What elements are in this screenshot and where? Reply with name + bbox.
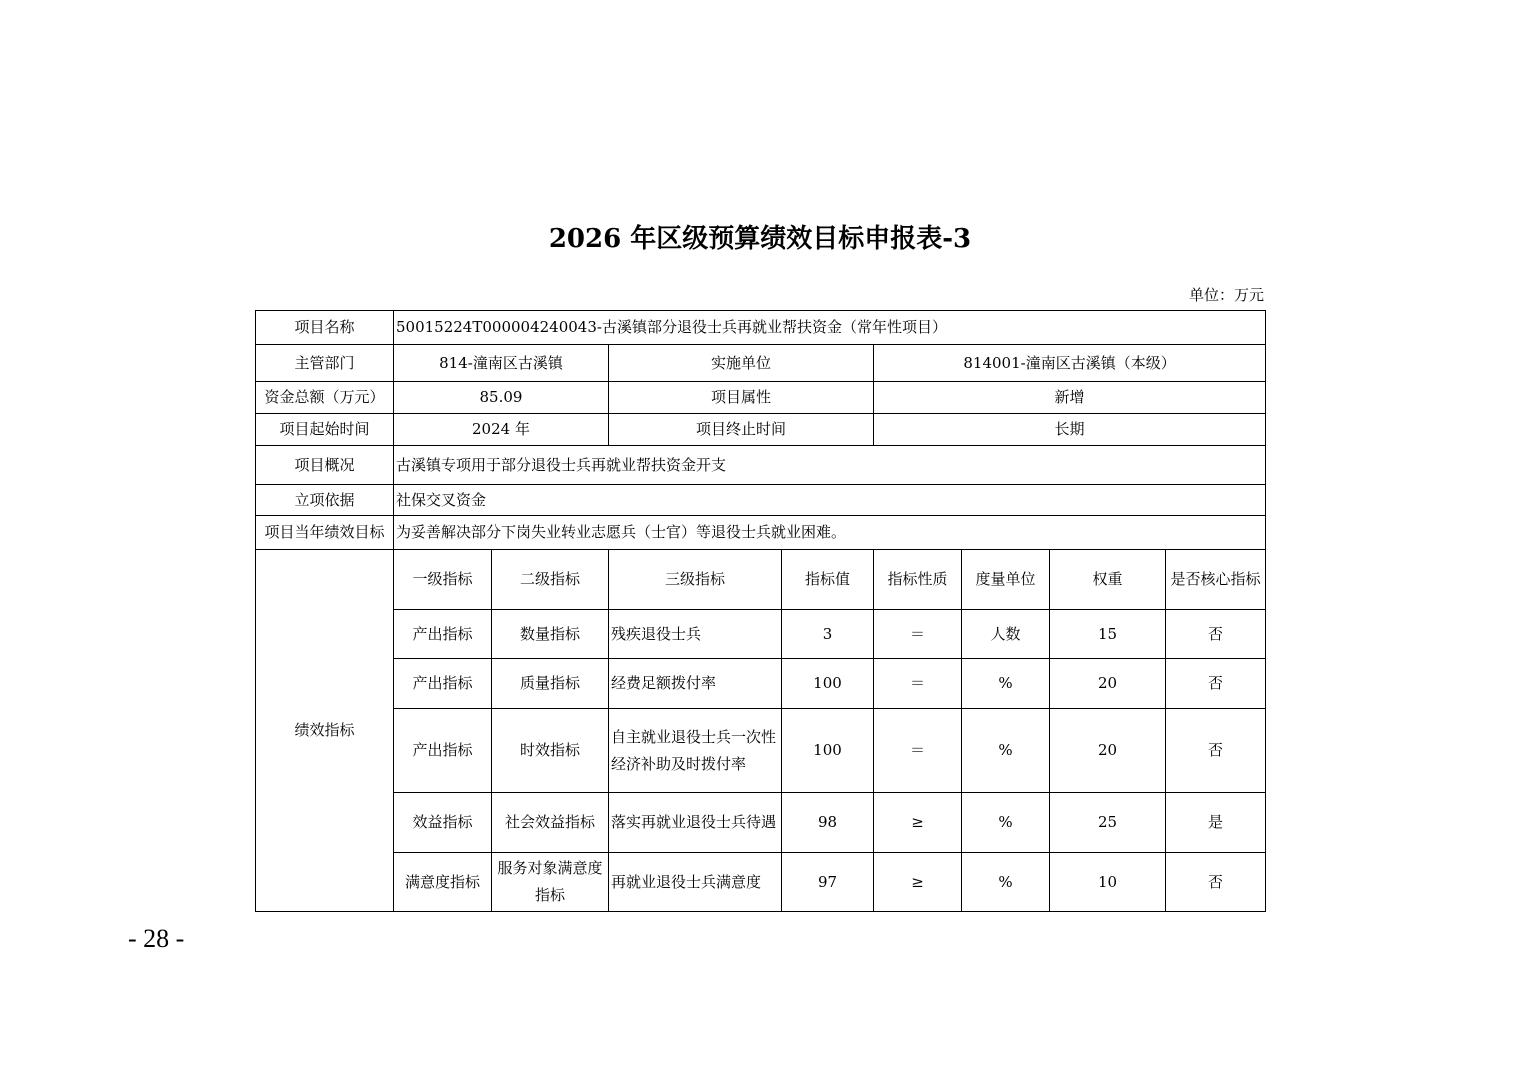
header-core: 是否核心指标 [1166, 550, 1266, 610]
cell-unit: % [962, 709, 1050, 793]
table-row [256, 793, 1266, 853]
row-goal [256, 516, 1266, 550]
overview-label: 项目概况 [256, 446, 394, 485]
cell-level1: 产出指标 [394, 659, 492, 709]
indicator-header-row [256, 550, 1266, 610]
row-time [256, 414, 1266, 446]
basis-label: 立项依据 [256, 485, 394, 516]
cell-unit: % [962, 659, 1050, 709]
table-row [256, 659, 1266, 709]
cell-weight: 10 [1050, 853, 1166, 912]
overview-value: 古溪镇专项用于部分退役士兵再就业帮扶资金开支 [394, 446, 1266, 485]
cell-weight: 25 [1050, 793, 1166, 853]
cell-level2: 质量指标 [492, 659, 609, 709]
table-row [256, 610, 1266, 659]
cell-unit: 人数 [962, 610, 1050, 659]
cell-level1: 效益指标 [394, 793, 492, 853]
page-title: 2026 年区级预算绩效目标申报表-3 [548, 224, 972, 254]
end-label: 项目终止时间 [609, 414, 874, 446]
table-row [256, 709, 1266, 793]
cell-nature: ≥ [874, 793, 962, 853]
cell-core: 否 [1166, 853, 1266, 912]
cell-value: 3 [782, 610, 874, 659]
cell-weight: 20 [1050, 659, 1166, 709]
header-value: 指标值 [782, 550, 874, 610]
fund-value: 85.09 [394, 382, 609, 414]
cell-level2: 服务对象满意度指标 [492, 853, 609, 912]
cell-value: 100 [782, 709, 874, 793]
cell-value: 100 [782, 659, 874, 709]
start-value: 2024 年 [394, 414, 609, 446]
attr-value: 新增 [874, 382, 1266, 414]
header-level2: 二级指标 [492, 550, 609, 610]
row-fund [256, 382, 1266, 414]
cell-level3: 落实再就业退役士兵待遇 [609, 793, 782, 853]
header-unit: 度量单位 [962, 550, 1050, 610]
cell-core: 否 [1166, 659, 1266, 709]
cell-unit: % [962, 793, 1050, 853]
goal-value: 为妥善解决部分下岗失业转业志愿兵（士官）等退役士兵就业困难。 [394, 516, 1266, 550]
dept-label: 主管部门 [256, 345, 394, 382]
dept-value: 814-潼南区古溪镇 [394, 345, 609, 382]
cell-core: 否 [1166, 610, 1266, 659]
indicator-section-label: 绩效指标 [256, 550, 394, 912]
budget-table [255, 310, 1266, 912]
header-level1: 一级指标 [394, 550, 492, 610]
cell-core: 否 [1166, 709, 1266, 793]
cell-nature: ＝ [874, 610, 962, 659]
header-level3: 三级指标 [609, 550, 782, 610]
row-basis [256, 485, 1266, 516]
row-overview [256, 446, 1266, 485]
unit-label: 单位：万元 [1188, 286, 1264, 304]
table-row [256, 853, 1266, 912]
cell-level3: 再就业退役士兵满意度 [609, 853, 782, 912]
start-label: 项目起始时间 [256, 414, 394, 446]
cell-nature: ＝ [874, 659, 962, 709]
cell-level3: 自主就业退役士兵一次性经济补助及时拨付率 [609, 709, 782, 793]
row-dept [256, 345, 1266, 382]
goal-label: 项目当年绩效目标 [256, 516, 394, 550]
header-nature: 指标性质 [874, 550, 962, 610]
cell-level3: 残疾退役士兵 [609, 610, 782, 659]
cell-nature: ≥ [874, 853, 962, 912]
row-project-name [256, 311, 1266, 345]
page-number: - 28 - [128, 924, 185, 953]
attr-label: 项目属性 [609, 382, 874, 414]
project-name-label: 项目名称 [256, 311, 394, 345]
cell-level1: 满意度指标 [394, 853, 492, 912]
cell-level3: 经费足额拨付率 [609, 659, 782, 709]
end-value: 长期 [874, 414, 1266, 446]
fund-label: 资金总额（万元） [256, 382, 394, 414]
header-weight: 权重 [1050, 550, 1166, 610]
cell-level2: 社会效益指标 [492, 793, 609, 853]
cell-weight: 15 [1050, 610, 1166, 659]
impl-value: 814001-潼南区古溪镇（本级） [874, 345, 1266, 382]
cell-level2: 时效指标 [492, 709, 609, 793]
cell-core: 是 [1166, 793, 1266, 853]
cell-value: 98 [782, 793, 874, 853]
cell-nature: ＝ [874, 709, 962, 793]
project-name-value: 50015224T000004240043-古溪镇部分退役士兵再就业帮扶资金（常年性项目） [394, 311, 1266, 345]
cell-level2: 数量指标 [492, 610, 609, 659]
cell-level1: 产出指标 [394, 610, 492, 659]
basis-value: 社保交叉资金 [394, 485, 1266, 516]
cell-unit: % [962, 853, 1050, 912]
cell-level1: 产出指标 [394, 709, 492, 793]
cell-value: 97 [782, 853, 874, 912]
cell-weight: 20 [1050, 709, 1166, 793]
impl-label: 实施单位 [609, 345, 874, 382]
